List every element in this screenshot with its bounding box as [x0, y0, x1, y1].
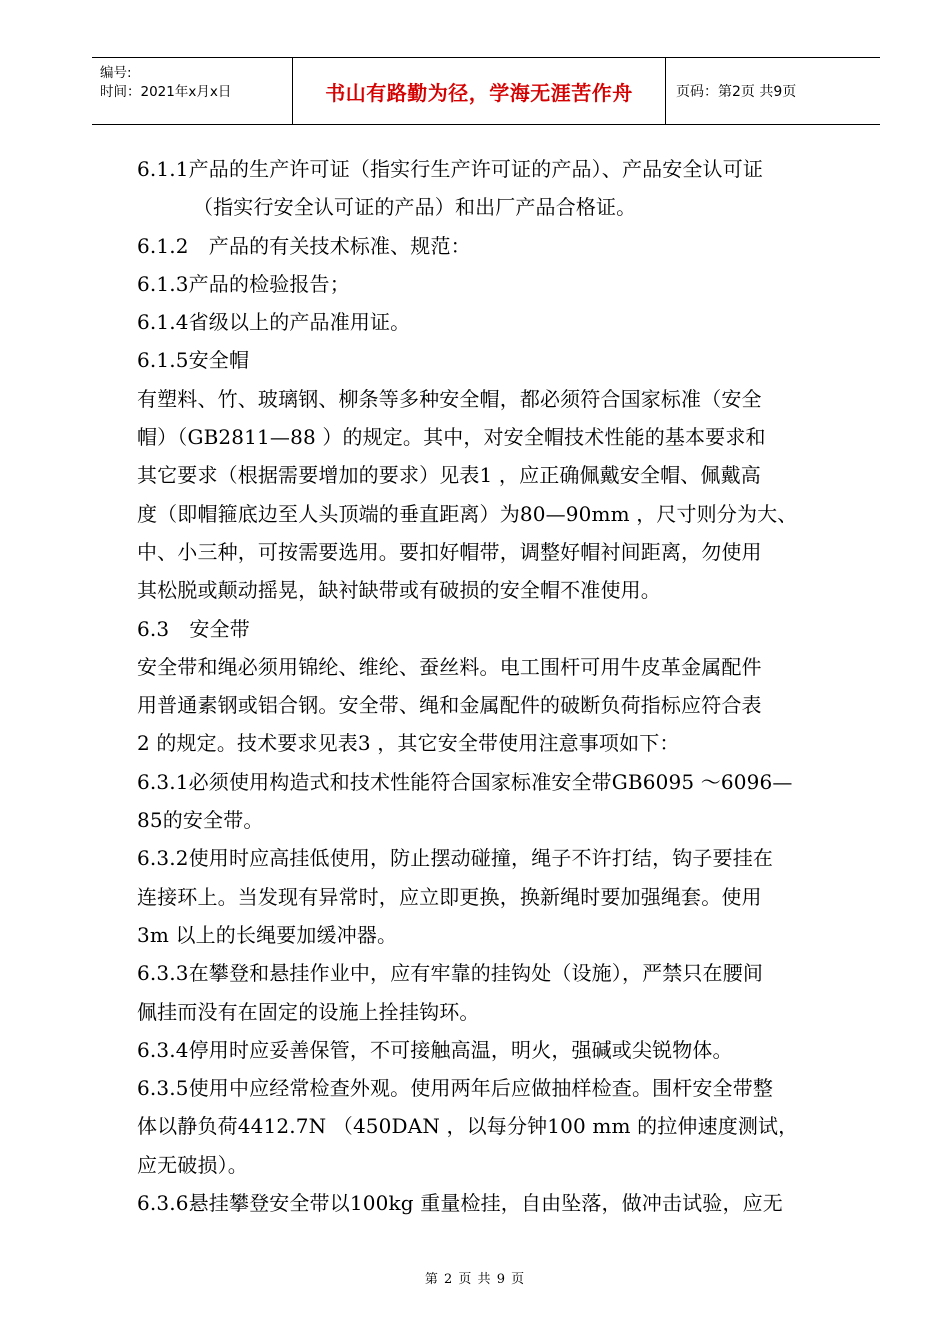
body-line: 6.3.3在攀登和悬挂作业中，应有牢靠的挂钩处（设施），严禁只在腰间	[137, 961, 763, 986]
document-number-label: 编号:	[100, 65, 132, 81]
body-line: （指实行安全认可证的产品）和出厂产品合格证。	[193, 195, 637, 220]
body-line: 6.1.3产品的检验报告；	[137, 271, 350, 296]
document-body	[137, 150, 850, 1222]
body-line: 有塑料、竹、玻璃钢、柳条等多种安全帽，都必须符合国家标准（安全	[137, 386, 762, 411]
body-line: 6.3.2使用时应高挂低使用，防止摆动碰撞，绳子不许打结，钩子要挂在	[137, 846, 773, 871]
body-line: 85的安全带。	[137, 808, 264, 833]
body-line: 6.3.4停用时应妥善保管，不可接触高温，明火，强碱或尖锐物体。	[137, 1037, 733, 1062]
body-line: 安全带和绳必须用锦纶、维纶、蚕丝料。电工围杆可用牛皮革金属配件	[137, 654, 762, 679]
document-time-label: 时间：2021年x月x日	[100, 84, 232, 100]
body-line: 其松脱或颠动摇晃，缺衬缺带或有破损的安全帽不准使用。	[137, 578, 661, 603]
body-line: 用普通素钢或铝合钢。安全带、绳和金属配件的破断负荷指标应符合表	[137, 693, 762, 718]
header-motto: 书山有路勤为径，学海无涯苦作舟	[293, 58, 666, 124]
page-header	[92, 57, 880, 125]
body-line: 度（即帽箍底边至人头顶端的垂直距离）为80—90mm ，尺寸则分为大、	[137, 501, 798, 526]
page-footer: 第 2 页 共 9 页	[424, 1272, 526, 1287]
body-line: 2 的规定。技术要求见表3 ，其它安全带使用注意事项如下：	[137, 731, 680, 756]
body-line: 体以静负荷4412.7N （450DAN ，以每分钟100 mm 的拉伸速度测试，	[137, 1114, 799, 1139]
header-page-info: 页码：第2页 共9页	[676, 84, 797, 100]
body-line: 6.3.5使用中应经常检查外观。使用两年后应做抽样检查。围杆安全带整	[137, 1076, 773, 1101]
body-line: 6.3.6悬挂攀登安全带以100kg 重量检挂，自由坠落，做冲击试验，应无	[137, 1191, 783, 1216]
body-line: 中、小三种，可按需要选用。要扣好帽带，调整好帽衬间距离，勿使用	[137, 539, 762, 564]
body-line: 帽）（GB2811—88 ）的规定。其中，对安全帽技术性能的基本要求和	[137, 425, 766, 450]
body-line: 6.1.5安全帽	[137, 348, 250, 373]
body-line: 6.1.2 产品的有关技术标准、规范：	[137, 233, 471, 258]
body-line: 6.1.4省级以上的产品准用证。	[137, 310, 411, 335]
body-line: 其它要求（根据需要增加的要求）见表1 ，应正确佩戴安全帽、佩戴高	[137, 463, 761, 488]
header-meta-cell	[92, 58, 293, 124]
body-line: 6.1.1产品的生产许可证（指实行生产许可证的产品）、产品安全认可证	[137, 157, 763, 181]
body-line: 佩挂而没有在固定的设施上拴挂钩环。	[137, 999, 480, 1024]
body-line: 3m 以上的长绳要加缓冲器。	[137, 922, 398, 947]
body-line: 6.3 安全带	[137, 616, 250, 641]
body-line: 应无破损）。	[137, 1152, 248, 1177]
body-line: 连接环上。当发现有异常时，应立即更换，换新绳时要加强绳套。使用	[137, 884, 762, 909]
body-line: 6.3.1必须使用构造式和技术性能符合国家标准安全带GB6095 ～6096—	[137, 769, 793, 794]
